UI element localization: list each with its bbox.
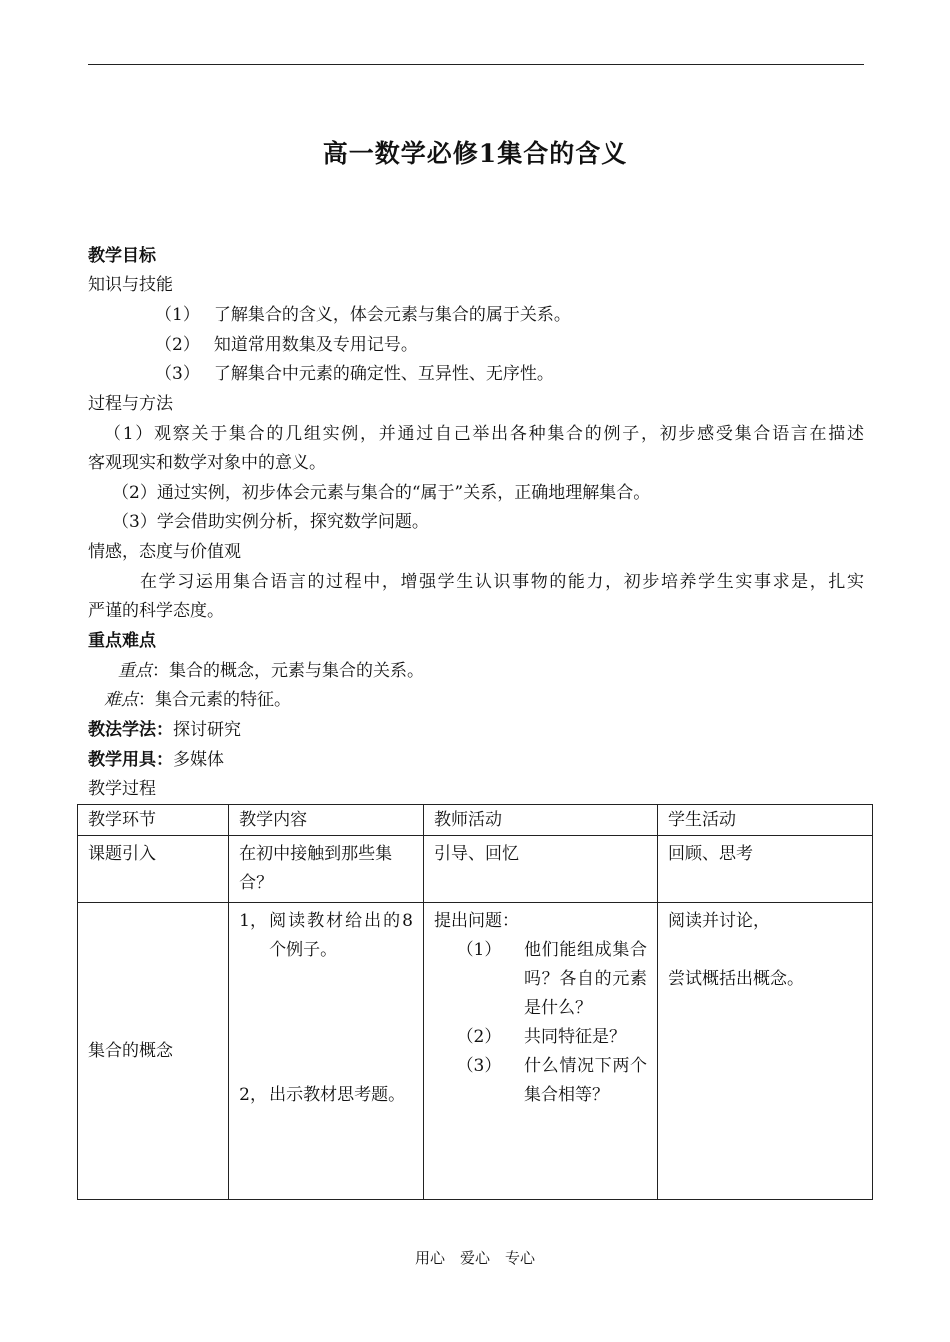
table-row (78, 903, 873, 1200)
item-number: （3） (155, 364, 200, 384)
item-text: 出示教材思考题。 (269, 1085, 406, 1105)
attitude-line1: 在学习运用集合语言的过程中，增强学生认识事物的能力，初步培养学生实事求是，扎实 (140, 572, 864, 592)
process-heading: 过程与方法 (88, 394, 173, 414)
tools-value: 多媒体 (173, 750, 224, 770)
header-rule (88, 64, 864, 65)
student-activity-2: 尝试概括出概念。 (668, 969, 804, 989)
item-text: 什么情况下两个集合相等？ (523, 1056, 647, 1105)
page-title: 高一数学必修1集合的含义 (322, 139, 628, 168)
content-item (239, 907, 413, 965)
item-text: 阅读教材给出的8个例子。 (269, 911, 413, 960)
item-number: 2， (239, 1085, 267, 1105)
method-value: 探讨研究 (173, 720, 241, 740)
teacher-cell: 引导、回忆 (423, 836, 657, 903)
header-content: 教学内容 (229, 805, 424, 836)
header-student: 学生活动 (658, 805, 873, 836)
process-item-1-line2: 客观现实和数学对象中的意义。 (88, 453, 326, 473)
key-point-text: ：集合的概念，元素与集合的关系。 (152, 661, 424, 681)
tools-line (88, 749, 224, 771)
tools-label: 教学用具： (88, 750, 173, 770)
teacher-question (434, 1052, 647, 1110)
content-cell: 在初中接触到那些集合？ (229, 836, 424, 903)
stage-cell: 集合的概念 (78, 903, 229, 1200)
item-number: （1） (155, 305, 200, 325)
teacher-question (434, 936, 647, 1023)
item-number: （2） (155, 335, 200, 355)
header-stage: 教学环节 (78, 805, 229, 836)
teacher-question (434, 1023, 647, 1052)
knowledge-heading: 知识与技能 (88, 275, 173, 295)
content-item (239, 1081, 413, 1110)
table-row (78, 836, 873, 903)
item-text: 了解集合的含义，体会元素与集合的属于关系。 (213, 305, 571, 325)
table-header-row (78, 805, 873, 836)
knowledge-item-3 (155, 363, 554, 385)
item-number: （1） (456, 940, 502, 960)
difficult-label: 难点 (104, 690, 138, 710)
objectives-heading: 教学目标 (88, 246, 156, 266)
student-activity-1: 阅读并讨论， (668, 911, 770, 931)
item-number: （2） (456, 1027, 502, 1047)
procedure-table (77, 804, 873, 1200)
item-text: 了解集合中元素的确定性、互异性、无序性。 (213, 364, 554, 384)
key-point (118, 660, 424, 682)
process-item-2: （2）通过实例，初步体会元素与集合的“属于”关系，正确地理解集合。 (112, 483, 651, 503)
teacher-intro: 提出问题： (433, 911, 519, 931)
method-line (88, 719, 241, 741)
student-cell (658, 903, 873, 1200)
item-text: 知道常用数集及专用记号。 (213, 335, 418, 355)
key-heading: 重点难点 (88, 631, 156, 651)
item-text: 他们能组成集合吗？各自的元素是什么？ (523, 940, 647, 1018)
method-label: 教法学法： (88, 720, 173, 740)
item-text: 共同特征是？ (523, 1027, 626, 1047)
difficult-text: ：集合元素的特征。 (138, 690, 291, 710)
procedure-heading: 教学过程 (88, 779, 156, 799)
item-number: （3） (456, 1056, 502, 1076)
difficult-point (104, 689, 291, 711)
process-item-3: （3）学会借助实例分析，探究数学问题。 (112, 512, 429, 532)
knowledge-item-2 (155, 334, 418, 356)
knowledge-item-1 (155, 304, 571, 326)
teacher-cell (423, 903, 657, 1200)
stage-cell: 课题引入 (78, 836, 229, 903)
process-item-1-line1: （1）观察关于集合的几组实例，并通过自己举出各种集合的例子，初步感受集合语言在描述 (104, 424, 864, 444)
content-cell (229, 903, 424, 1200)
student-cell: 回顾、思考 (658, 836, 873, 903)
key-point-label: 重点 (118, 661, 152, 681)
page-footer: 用心 爱心 专心 (414, 1249, 535, 1267)
attitude-heading: 情感，态度与价值观 (88, 542, 241, 562)
item-number: 1， (239, 911, 267, 931)
header-teacher: 教师活动 (423, 805, 657, 836)
attitude-line2: 严谨的科学态度。 (88, 601, 224, 621)
